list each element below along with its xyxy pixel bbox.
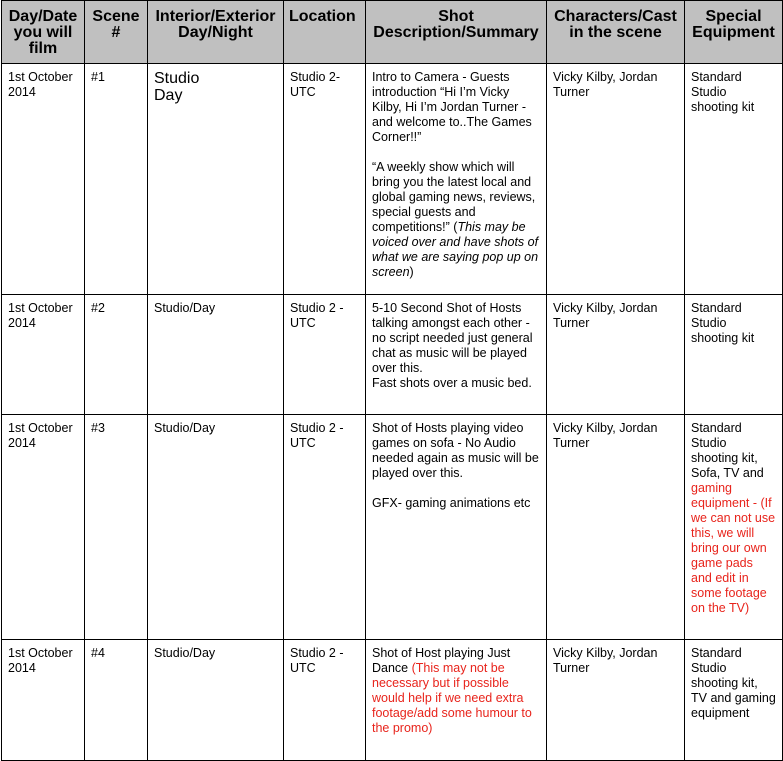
cell-shot	[366, 64, 547, 295]
header-equipment: Special Equipment	[685, 1, 783, 64]
cell-scene: #4	[85, 640, 148, 761]
cell-interior: Studio/Day	[148, 415, 284, 640]
cell-shot	[366, 640, 547, 761]
cell-date: 1st October 2014	[2, 64, 85, 295]
shot-paragraph: Fast shots over a music bed.	[372, 376, 532, 390]
equipment-note: gaming equipment - (If we can not use this, we will bring our own game pads and edit in some footage on the TV)	[691, 481, 776, 615]
cell-equipment	[685, 415, 783, 640]
shot-paragraph: Shot of Host playing Just Dance	[372, 646, 511, 675]
cell-cast: Vicky Kilby, Jordan Turner	[547, 640, 685, 761]
shot-paragraph: “A weekly show which will bring you the latest local and global gaming news, reviews, special guests and competitions!” (	[372, 160, 536, 234]
interior-line: Day	[154, 87, 183, 104]
cell-equipment: Standard Studio shooting kit	[685, 64, 783, 295]
cell-equipment: Standard Studio shooting kit	[685, 295, 783, 415]
cell-scene: #1	[85, 64, 148, 295]
cell-date: 1st October 2014	[2, 295, 85, 415]
cell-cast: Vicky Kilby, Jordan Turner	[547, 295, 685, 415]
cell-scene: #3	[85, 415, 148, 640]
header-scene: Scene #	[85, 1, 148, 64]
cell-cast: Vicky Kilby, Jordan Turner	[547, 64, 685, 295]
cell-location: Studio 2 - UTC	[284, 640, 366, 761]
header-cast: Characters/Cast in the scene	[547, 1, 685, 64]
cell-location: Studio 2 - UTC	[284, 295, 366, 415]
shot-note: (This may not be necessary but if possible would help if we need extra footage/add some humour to the promo)	[372, 661, 532, 735]
cell-location: Studio 2 - UTC	[284, 415, 366, 640]
interior-line: Studio	[154, 70, 200, 87]
table-row	[2, 64, 783, 295]
shot-paragraph-end: )	[409, 265, 414, 279]
shot-paragraph: 5-10 Second Shot of Hosts talking amongst each other - no script needed just general chat as music will be played over this.	[372, 301, 533, 375]
shot-paragraph: GFX- gaming animations etc	[372, 496, 531, 510]
shot-paragraph: Intro to Camera - Guests introduction “Hi I’m Vicky Kilby, Hi I’m Jordan Turner - and welcome to..The Games Corner!!”	[372, 70, 532, 144]
cell-interior: Studio/Day	[148, 295, 284, 415]
cell-shot	[366, 295, 547, 415]
header-row	[2, 1, 783, 64]
cell-scene: #2	[85, 295, 148, 415]
table-row	[2, 640, 783, 761]
cell-shot	[366, 415, 547, 640]
table-row	[2, 295, 783, 415]
cell-date: 1st October 2014	[2, 640, 85, 761]
cell-location: Studio 2- UTC	[284, 64, 366, 295]
header-date: Day/Date you will film	[2, 1, 85, 64]
equipment-text: Standard Studio shooting kit, Sofa, TV and	[691, 421, 764, 480]
header-interior: Interior/Exterior Day/Night	[148, 1, 284, 64]
cell-equipment: Standard Studio shooting kit, TV and gaming equipment	[685, 640, 783, 761]
header-shot: Shot Description/Summary	[366, 1, 547, 64]
cell-interior: Studio/Day	[148, 640, 284, 761]
cell-interior	[148, 64, 284, 295]
shooting-schedule-table	[1, 0, 783, 761]
shot-italic-note: This may be voiced over and have shots of what we are saying pop up on screen	[372, 220, 539, 279]
shot-paragraph: Shot of Hosts playing video games on sofa - No Audio needed again as music will be played over this.	[372, 421, 539, 480]
cell-cast: Vicky Kilby, Jordan Turner	[547, 415, 685, 640]
cell-date: 1st October 2014	[2, 415, 85, 640]
table-row	[2, 415, 783, 640]
header-location: Location	[284, 1, 366, 64]
